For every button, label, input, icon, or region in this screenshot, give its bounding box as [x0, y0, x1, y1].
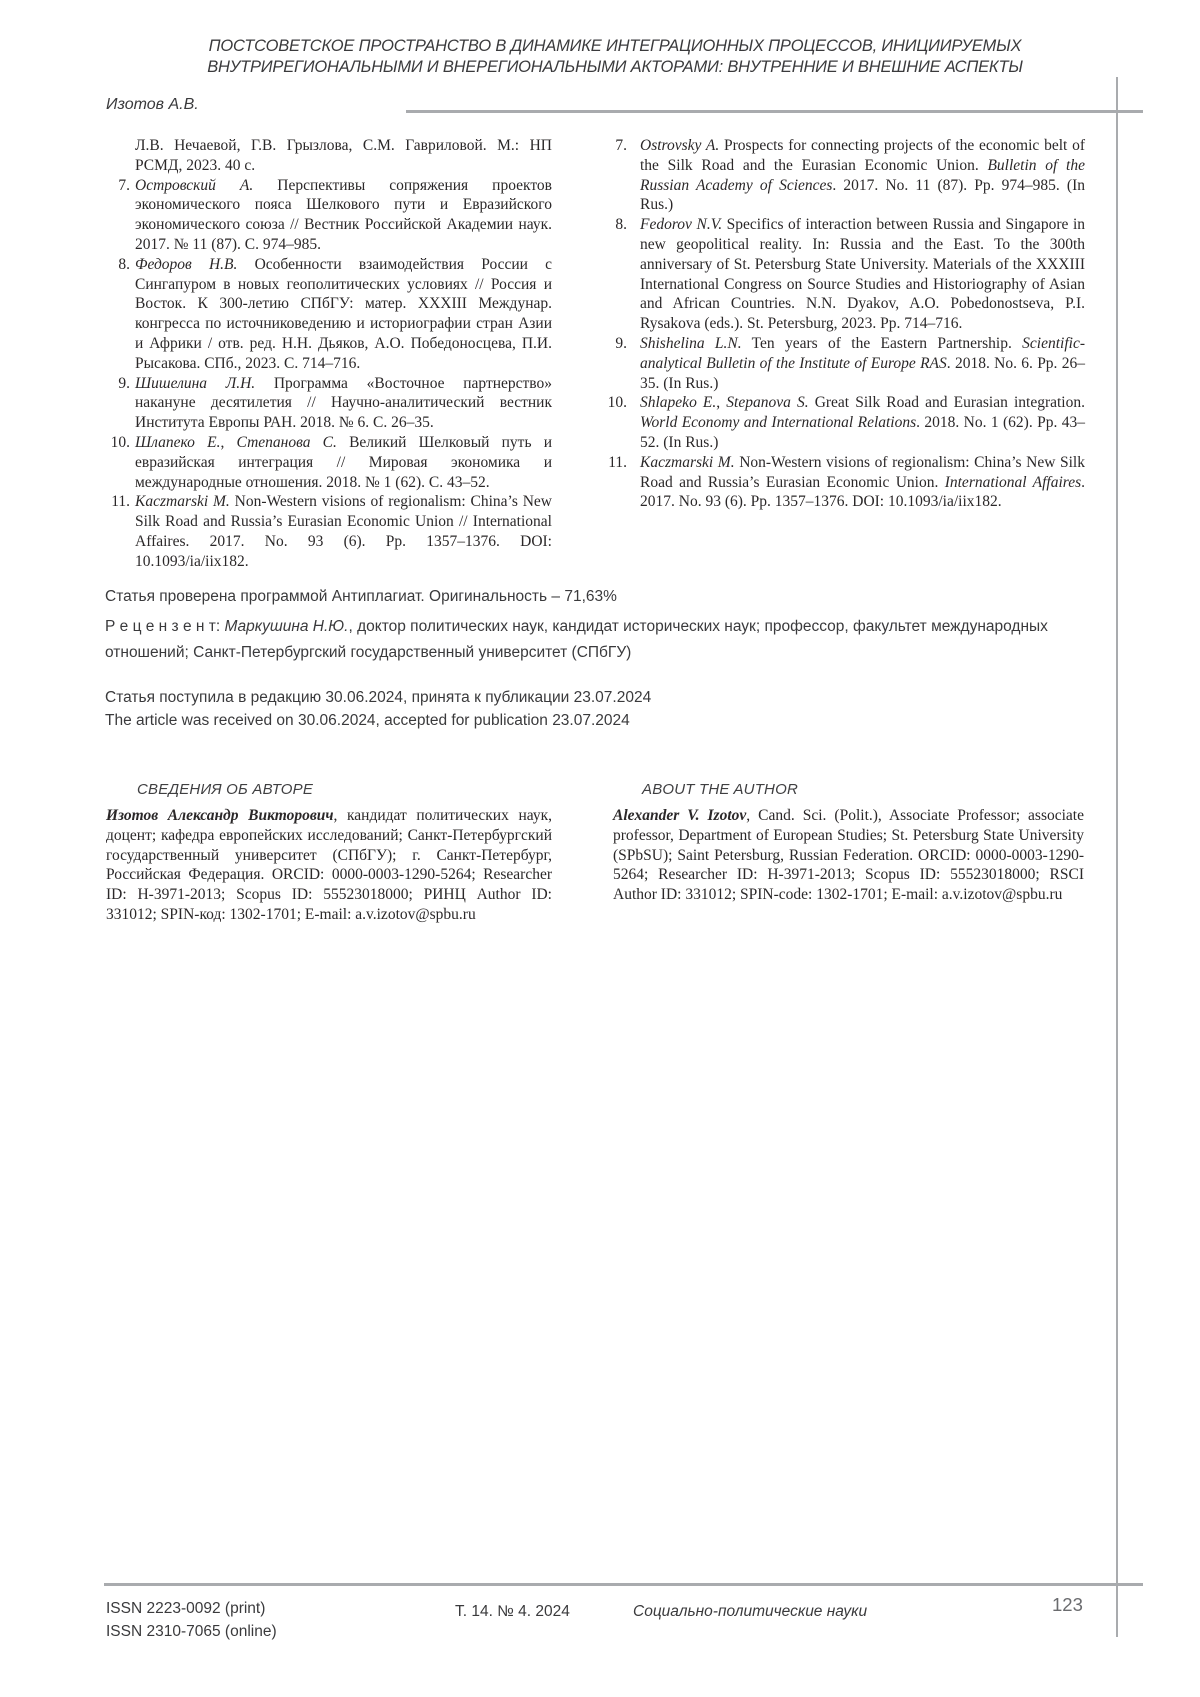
- reference-number: 9.: [615, 334, 627, 352]
- reference-text: Федоров Н.В. Особенности взаимодействия России с Сингапуром в новых геополитических условиях // Россия и Восток. К 300-летию СПбГУ: матер. XXXIII Междунар. конгресса по источниковедению и историографии стран Азии и Африки / отв. ред. Н.Н. Дьяков, А.О. Победоносцева, П.И. Рысакова. СПб., 2023. С. 714–716.: [135, 255, 552, 372]
- reference-text: Shishelina L.N. Ten years of the Eastern Partnership. Scientific-analytical Bulletin of the Institute of Europe RAS. 2018. No. 6. Pp. 26–35. (In Rus.): [640, 334, 1085, 392]
- references-column-ru: [104, 136, 552, 572]
- reference-text: Shlapeko E., Stepanova S. Great Silk Road and Eurasian integration. World Economy and International Relations. 2018. No. 1 (62). Pp. 43–52. (In Rus.): [640, 394, 1085, 451]
- reference-text: Fedorov N.V. Specifics of interaction between Russia and Singapore in new geopolitical reality. In: Russia and the East. To the 300th anniversary of St. Petersburg State University. Materials of the XXXIII International Congress on Source Studies and Historiography of Asian and African Countries. N.N. Dyakov, A.O. Pobedonostseva, P.I. Rysakova (eds.). St. Petersburg, 2023. Pp. 714–716.: [640, 216, 1085, 333]
- received-date-en: The article was received on 30.06.2024, accepted for publication 23.07.2024: [105, 712, 630, 729]
- footer-volume-issue: Т. 14. № 4. 2024: [455, 1603, 570, 1620]
- reference-number: 11.: [608, 453, 627, 471]
- reference-item: [104, 176, 552, 255]
- reference-text: Kaczmarski M. Non-Western visions of regionalism: China’s New Silk Road and Russia’s Eurasian Economic Union // International Affaires. 2017. No. 93 (6). Pp. 1357–1376. DOI: 10.1093/ia/iix182.: [135, 493, 552, 570]
- reference-number: 7.: [615, 137, 627, 154]
- reference-item: [598, 215, 1085, 334]
- reference-number: 11.: [111, 493, 130, 511]
- reference-number: 7.: [118, 176, 130, 194]
- footer-rule: [104, 1583, 1143, 1586]
- received-date-ru: Статья поступила в редакцию 30.06.2024, принята к публикации 23.07.2024: [105, 689, 652, 706]
- running-title-line-2: ВНУТРИРЕГИОНАЛЬНЫМИ И ВНЕРЕГИОНАЛЬНЫМИ АКТОРАМИ: ВНУТРЕННИЕ И ВНЕШНИЕ АСПЕКТЫ: [207, 58, 1023, 76]
- reference-text: Шлапеко Е., Степанова С. Великий Шелковый путь и евразийская интеграция // Мировая экономика и международные отношения. 2018. № 1 (62). С. 43–52.: [135, 433, 553, 491]
- reference-number: 8.: [615, 216, 627, 234]
- references-list-ru: [104, 176, 552, 572]
- running-title-line-1: ПОСТСОВЕТСКОЕ ПРОСТРАНСТВО В ДИНАМИКЕ ИНТЕГРАЦИОННЫХ ПРОЦЕССОВ, ИНИЦИИРУЕМЫХ: [208, 37, 1022, 55]
- reference-item: [104, 433, 552, 492]
- reference-item: [104, 255, 552, 374]
- reference-text: Шишелина Л.Н. Программа «Восточное партнерство» накануне десятилетия // Научно-аналитический вестник Института Европы РАН. 2018. № 6. С. 26–35.: [135, 374, 553, 432]
- reference-text: Ostrovsky A. Prospects for connecting projects of the economic belt of the Silk Road and the Eurasian Economic Union. Bulletin of the Russian Academy of Sciences. 2017. No. 11 (87). Pp. 974–985. (In Rus.): [640, 137, 1085, 214]
- issn-print: ISSN 2223-0092 (print): [106, 1600, 266, 1617]
- about-author-paragraph-ru: Изотов Александр Викторович, кандидат политических наук, доцент; кафедра европейских исследований; Санкт-Петербургский государственный университет (СПбГУ); г. Санкт-Петербург, Российская Федерация. ORCID: 0000-0003-1290-5264; Researcher ID: H-3971-2013; Scopus ID: 55523018000; РИНЦ Author ID: 331012; SPIN-код: 1302-1701; E-mail: a.v.izotov@spbu.ru: [106, 807, 552, 923]
- reviewer-note: Р е ц е н з е н т: Маркушина Н.Ю., доктор политических наук, кандидат исторических наук; профессор, факультет международных отношений; Санкт-Петербургский государственный университет (СПбГУ): [105, 618, 1048, 661]
- header-rule: [406, 110, 1143, 113]
- about-author-paragraph-en: Alexander V. Izotov, Cand. Sci. (Polit.), Associate Professor; associate professor, Department of European Studies; St. Petersburg State University (SPbSU); Saint Petersburg, Russian Federation. ORCID: 0000-0003-1290-5264; Researcher ID: H-3971-2013; Scopus ID: 55523018000; RSCI Author ID: 331012; SPIN-code: 1302-1701; E-mail: a.v.izotov@spbu.ru: [613, 807, 1084, 904]
- footer-page-number: 123: [1052, 1594, 1083, 1615]
- reference-continuation: Л.В. Нечаевой, Г.В. Грызлова, С.М. Гавриловой. М.: НП РСМД, 2023. 40 с.: [135, 137, 552, 174]
- reference-item: [104, 374, 552, 433]
- reference-number: 8.: [118, 255, 130, 273]
- reference-item: [598, 334, 1085, 393]
- running-author: Изотов А.В.: [106, 96, 199, 113]
- reference-item: [598, 393, 1085, 452]
- issn-online: ISSN 2310-7065 (online): [106, 1623, 277, 1640]
- about-author-heading-ru: СВЕДЕНИЯ ОБ АВТОРЕ: [137, 781, 314, 798]
- reference-number: 10.: [607, 394, 627, 412]
- received-dates: [105, 686, 1090, 732]
- vertical-rule: [1116, 77, 1118, 1637]
- references-column-en: [598, 136, 1085, 512]
- running-title: [105, 36, 1125, 78]
- about-author-heading-en: ABOUT THE AUTHOR: [642, 781, 798, 798]
- reference-text: Kaczmarski M. Non-Western visions of regionalism: China’s New Silk Road and Russia’s Eurasian Economic Union. International Affaires. 2017. No. 93 (6). Pp. 1357–1376. DOI: 10.1093/ia/iix182.: [640, 453, 1085, 511]
- reference-item: [598, 453, 1085, 512]
- reference-item: [598, 136, 1085, 215]
- antiplagiarism-note: Статья проверена программой Антиплагиат. Оригинальность – 71,63%: [105, 588, 617, 605]
- reference-number: 9.: [118, 374, 130, 392]
- reference-text: Островский А. Перспективы сопряжения проектов экономического пояса Шелкового пути и Евразийского экономического союза // Вестник Российской Академии наук. 2017. № 11 (87). С. 974–985.: [135, 176, 552, 253]
- reference-number: 10.: [110, 433, 130, 451]
- references-list-en: [598, 136, 1085, 512]
- reference-item: [104, 492, 552, 571]
- footer-issn: [106, 1597, 277, 1643]
- footer-journal-title: Социально-политические науки: [633, 1603, 868, 1620]
